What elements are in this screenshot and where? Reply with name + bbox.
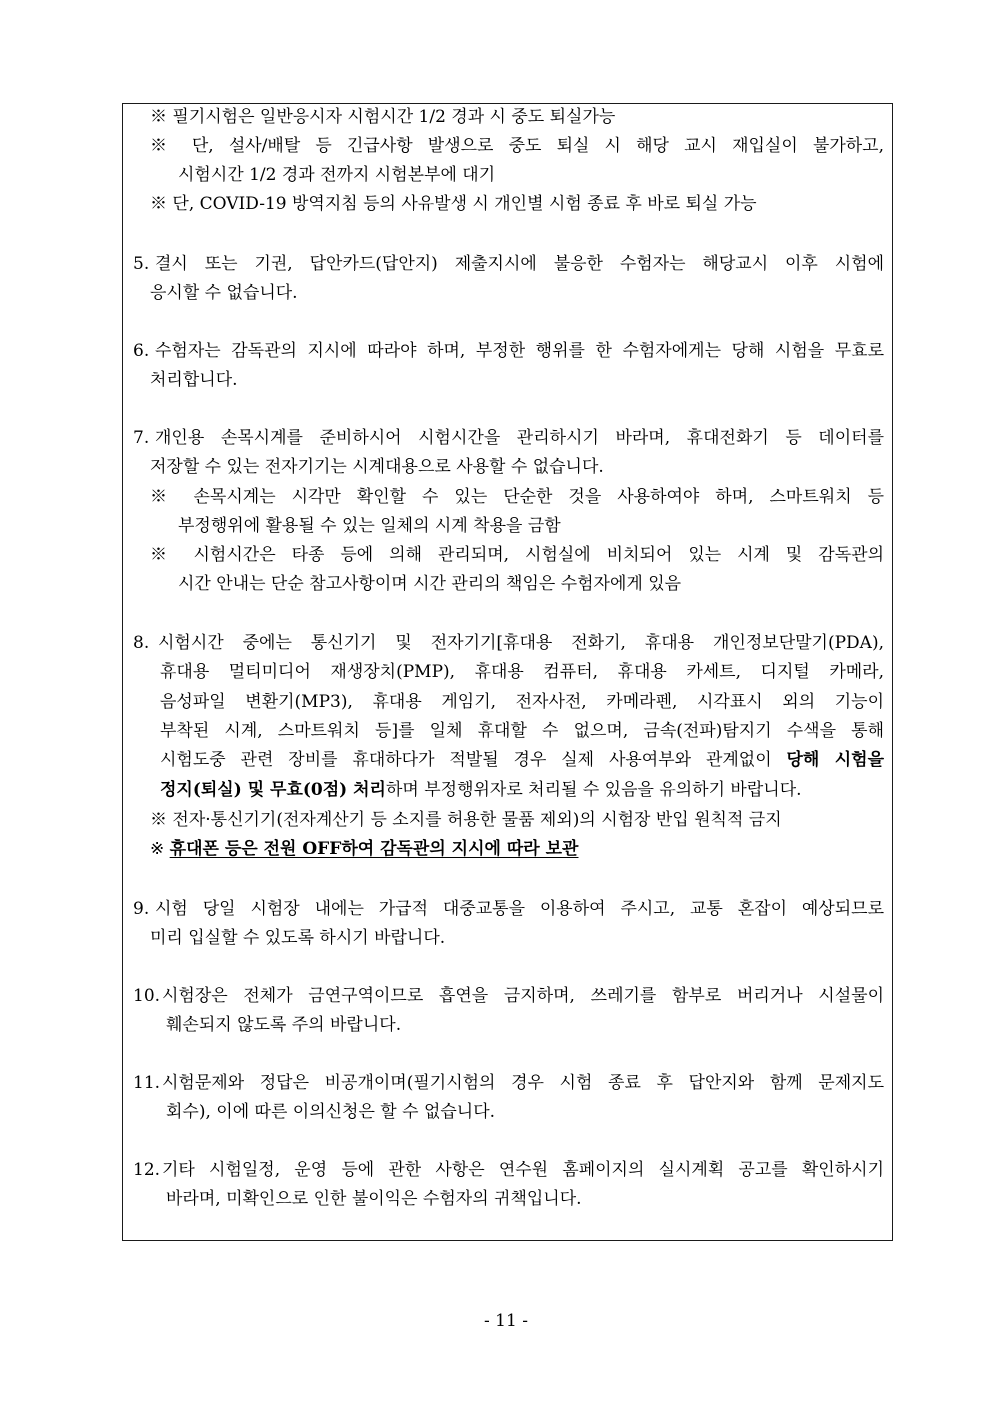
item-text-line: 음성파일 변환기(MP3), 휴대용 게임기, 전자사전, 카메라펜, 시각표시 외의 기능이 (160, 692, 884, 712)
note-emergency-exit-cont: 시험시간 1/2 경과 전까지 시험본부에 대기 (178, 165, 496, 185)
note-wristwatch: ※ 손목시계는 시각만 확인할 수 있는 단순한 것을 사용하여야 하며, 스마트워치 등 (150, 487, 884, 507)
plain-text: 시험도중 관련 장비를 휴대하다가 적발될 경우 실제 사용여부와 관계없이 (160, 750, 787, 770)
bold-text: 당해 시험을 (786, 750, 884, 770)
item-text-line: 기타 시험일정, 운영 등에 관한 사항은 연수원 홈페이지의 실시계획 공고를 확인하시기 (162, 1160, 884, 1180)
item-number: 5. (133, 254, 150, 274)
note-midway-exit: ※ 필기시험은 일반응시자 시험시간 1/2 경과 시 중도 퇴실가능 (150, 107, 616, 127)
page-number: - 11 - (484, 1311, 528, 1331)
note-device-ban: ※ 전자·통신기기(전자계산기 등 소지를 허용한 물품 제외)의 시험장 반입 원칙적 금지 (150, 810, 782, 830)
item-text-line: 부착된 시계, 스마트워치 등]를 일체 휴대할 수 없으며, 금속(전파)탐지기 수색을 통해 (160, 721, 884, 741)
plain-text: 하며 부정행위자로 처리될 수 있음을 유의하기 바랍니다. (385, 780, 802, 800)
item-text-line: 수험자는 감독관의 지시에 따라야 하며, 부정한 행위를 한 수험자에게는 당해 시험을 무효로 (155, 341, 884, 361)
item-number: 7. (133, 428, 150, 448)
item-text-line: 미리 입실할 수 있도록 하시기 바랍니다. (150, 928, 446, 948)
item-text-line: 시험문제와 정답은 비공개이며(필기시험의 경우 시험 종료 후 답안지와 함께 문제지도 (162, 1073, 884, 1093)
item-number: 11. (133, 1073, 161, 1093)
item-number: 12. (133, 1160, 161, 1180)
note-time-management: ※ 시험시간은 타종 등에 의해 관리되며, 시험실에 비치되어 있는 시계 및 감독관의 (150, 545, 884, 565)
note-covid-exit: ※ 단, COVID-19 방역지침 등의 사유발생 시 개인별 시험 종료 후 바로 퇴실 가능 (150, 194, 757, 214)
item-number: 10. (133, 986, 161, 1006)
item-text-line: 처리합니다. (150, 370, 238, 390)
item-text-line: 시험장은 전체가 금연구역이므로 흡연을 금지하며, 쓰레기를 함부로 버리거나 시설물이 (162, 986, 884, 1006)
item-text-line: 훼손되지 않도록 주의 바랍니다. (166, 1015, 402, 1035)
item-number: 9. (133, 899, 150, 919)
note-time-management-cont: 시간 안내는 단순 참고사항이며 시간 관리의 책임은 수험자에게 있음 (178, 574, 682, 594)
emphasis-text: 휴대폰 등은 전원 OFF하여 감독관의 지시에 따라 보관 (169, 839, 579, 859)
item-number: 8. (133, 633, 150, 653)
item-text-line: 바라며, 미확인으로 인한 불이익은 수험자의 귀책입니다. (166, 1189, 582, 1209)
note-emergency-exit: ※ 단, 설사/배탈 등 긴급사항 발생으로 중도 퇴실 시 해당 교시 재입실이 불가하고, (150, 136, 884, 156)
item-text-line: 회수), 이에 따른 이의신청은 할 수 없습니다. (166, 1102, 496, 1122)
item-text-line (160, 746, 884, 774)
item-text-line: 저장할 수 있는 전자기기는 시계대용으로 사용할 수 없습니다. (150, 457, 604, 477)
item-text-line: 시험 당일 시험장 내에는 가급적 대중교통을 이용하여 주시고, 교통 혼잡이 예상되므로 (155, 899, 884, 919)
item-text-line: 결시 또는 기권, 답안카드(답안지) 제출지시에 불응한 수험자는 해당교시 이후 시험에 (155, 254, 884, 274)
item-text-line: 시험시간 중에는 통신기기 및 전자기기[휴대용 전화기, 휴대용 개인정보단말기(PDA), (158, 633, 884, 653)
item-number: 6. (133, 341, 150, 361)
note-mark: ※ (150, 839, 165, 859)
item-text-line (160, 776, 802, 804)
item-text-line: 응시할 수 없습니다. (150, 283, 298, 303)
item-text-line: 휴대용 멀티미디어 재생장치(PMP), 휴대용 컴퓨터, 휴대용 카세트, 디지털 카메라, (160, 662, 884, 682)
note-wristwatch-cont: 부정행위에 활용될 수 있는 일체의 시계 착용을 금함 (178, 516, 561, 536)
bold-text: 정지(퇴실) 및 무효(0점) 처리 (160, 780, 386, 800)
item-text-line: 개인용 손목시계를 준비하시어 시험시간을 관리하시기 바라며, 휴대전화기 등 데이터를 (155, 428, 884, 448)
note-phone-power-off (150, 835, 578, 863)
